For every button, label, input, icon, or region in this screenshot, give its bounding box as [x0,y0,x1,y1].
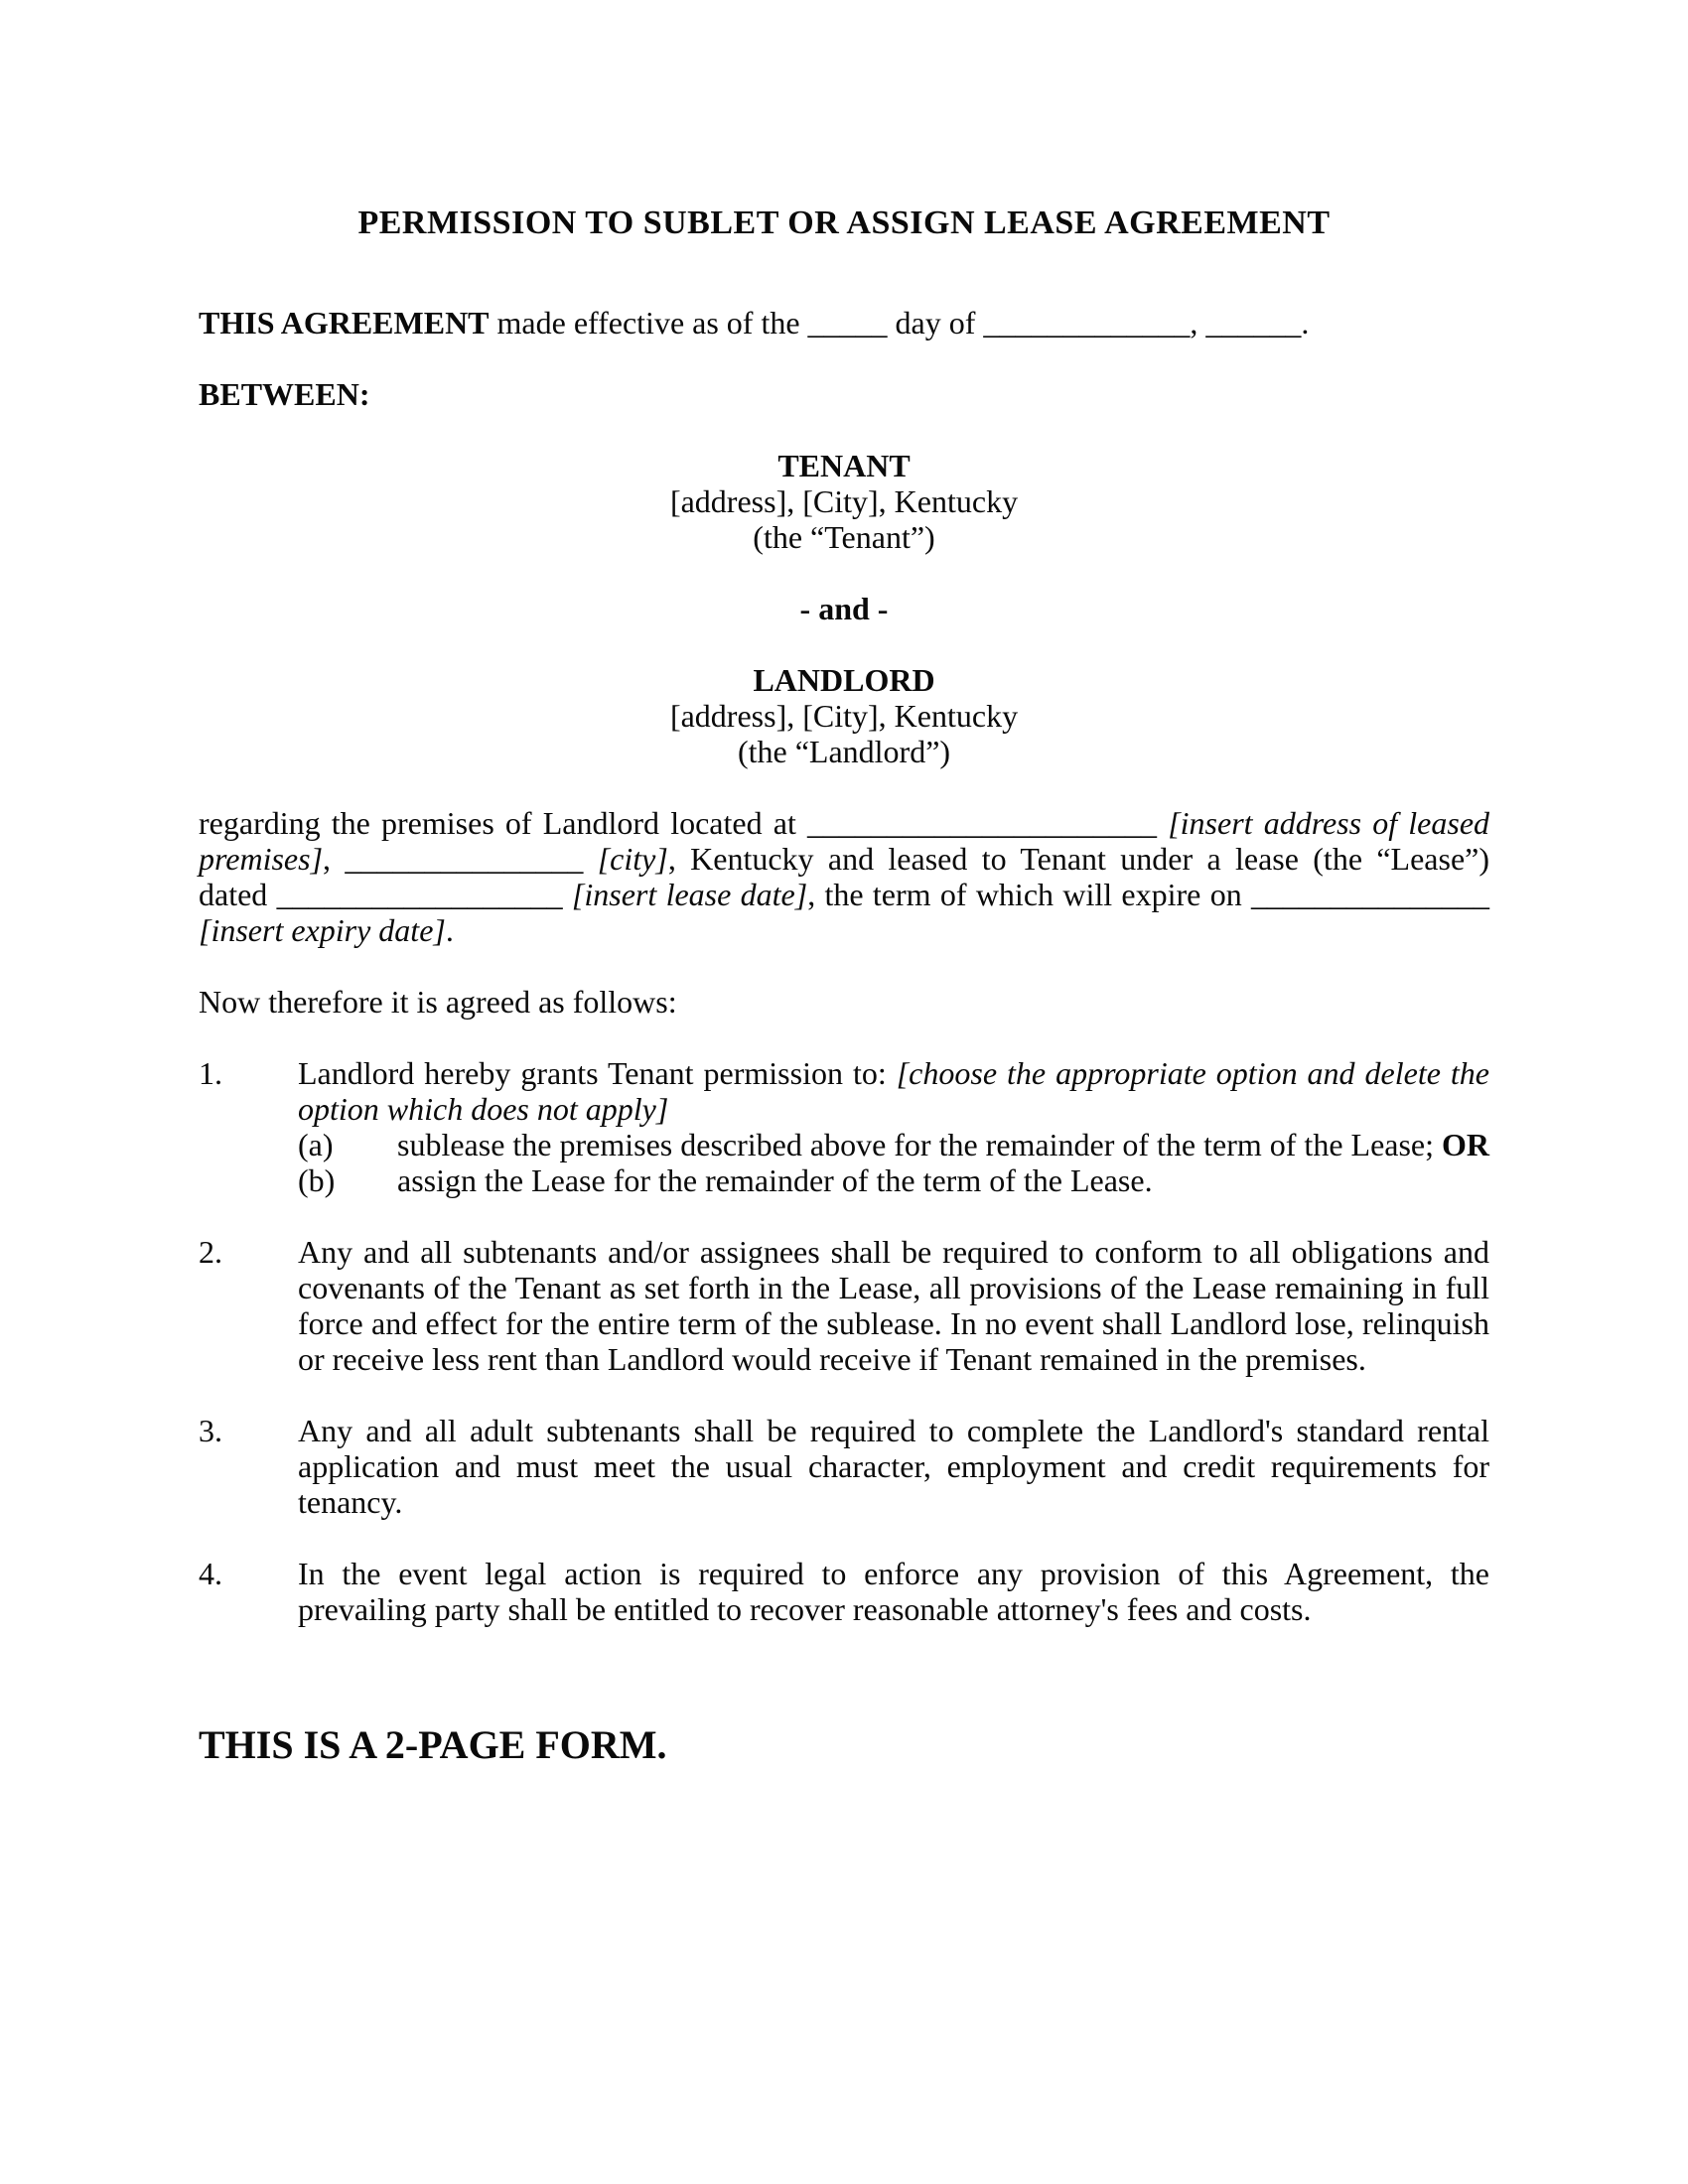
tenant-name: TENANT [777,448,911,483]
parties-block [199,448,1489,769]
subclause-b [298,1162,1489,1198]
between-label: BETWEEN: [199,376,370,412]
clause-4-text: In the event legal action is required to enforce any provision of this Agreement, the prevailing party shall be entitled to recover reasonable attorney's fees and costs. [298,1556,1489,1627]
agreed-line: Now therefore it is agreed as follows: [199,984,677,1020]
landlord-name: LANDLORD [753,662,935,698]
landlord-alias: (the “Landlord”) [737,734,951,769]
subclause-a-label: (a) [298,1127,334,1162]
agreement-intro-line: THIS AGREEMENT made effective as of the _____ day of _____________, ______. [199,305,1310,341]
tenant-alias: (the “Tenant”) [753,519,935,555]
clause-3 [199,1413,1489,1520]
subclause-a-text: sublease the premises described above for the remainder of the term of the Lease; OR [397,1127,1490,1162]
premises-paragraph: regarding the premises of Landlord located at ______________________ [insert address of leased premises], _______________ [city], Kentucky and leased to Tenant under a lease (the “Lease”) dated __________________ [insert lease date], the term of which will expire on _______________ [insert expiry date]. [199,805,1490,948]
clause-4-number: 4. [199,1556,222,1591]
document-title: PERMISSION TO SUBLET OR ASSIGN LEASE AGREEMENT [357,205,1331,241]
clause-2 [199,1234,1489,1377]
clause-4 [199,1556,1489,1627]
clause-1 [199,1055,1489,1198]
and-separator: - and - [799,591,889,626]
clause-2-number: 2. [199,1234,222,1270]
subclause-b-text: assign the Lease for the remainder of the term of the Lease. [397,1162,1153,1198]
landlord-address: [address], [City], Kentucky [669,698,1019,734]
two-page-form-note: THIS IS A 2-PAGE FORM. [199,1722,667,1767]
subclause-b-label: (b) [298,1162,336,1198]
clause-3-text: Any and all adult subtenants shall be required to complete the Landlord's standard rental application and must meet the usual character, employment and credit requirements for tenancy. [298,1413,1489,1520]
clause-1-number: 1. [199,1055,222,1091]
clause-3-number: 3. [199,1413,222,1448]
tenant-address: [address], [City], Kentucky [669,483,1019,519]
subclause-a [298,1127,1489,1162]
clause-1-text: Landlord hereby grants Tenant permission to: [choose the appropriate option and delete the option which does not apply] [298,1055,1489,1127]
clause-2-text: Any and all subtenants and/or assignees shall be required to conform to all obligations and covenants of the Tenant as set forth in the Lease, all provisions of the Lease remaining in full force and effect for the entire term of the sublease. In no event shall Landlord lose, relinquish or receive less rent than Landlord would receive if Tenant remained in the premises. [298,1234,1489,1377]
